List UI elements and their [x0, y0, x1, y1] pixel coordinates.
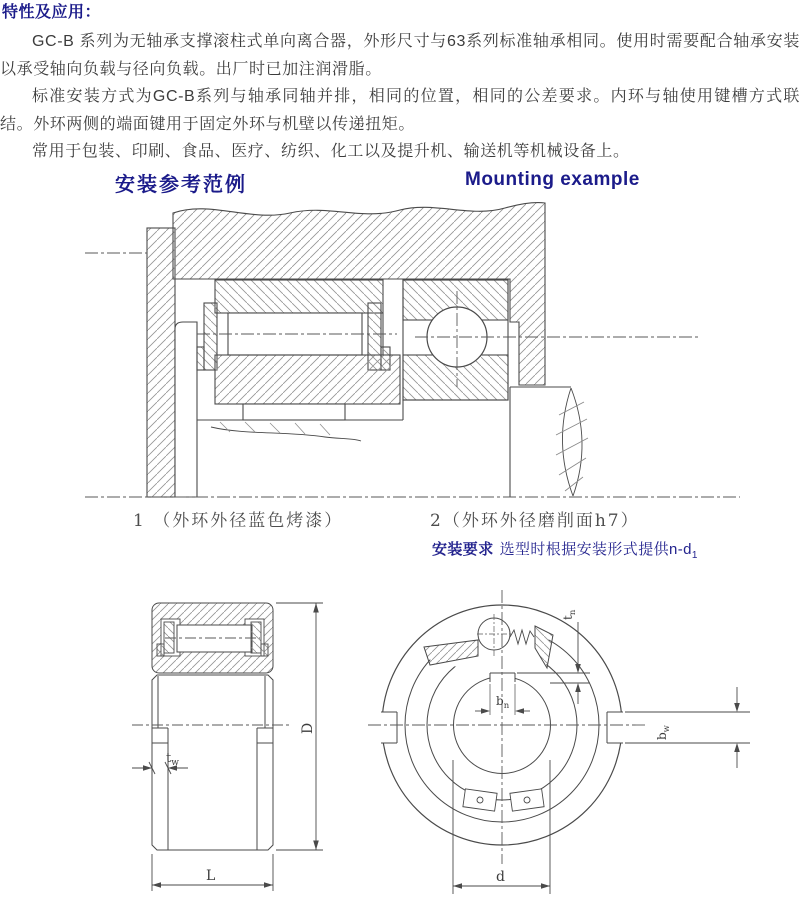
paragraph-2: 标准安装方式为GC-B系列与轴承同轴并排，相同的位置，相同的公差要求。内环与轴使用键槽方式联结。外环两侧的端面键用于固定外环与机壁以传递扭矩。	[0, 88, 800, 133]
dim-bw	[625, 687, 750, 768]
dim-label-L: L	[206, 868, 216, 884]
side-view	[132, 603, 292, 850]
section-title-zh: 安装参考范例	[115, 174, 247, 196]
mounting-requirement	[432, 538, 698, 561]
page-title: 特性及应用：	[2, 4, 102, 21]
dim-label-bn: $b_n$	[496, 694, 510, 711]
dim-label-bw: $b_w$	[655, 725, 672, 740]
dim-label-d: d	[496, 869, 505, 885]
paragraph-3: 常用于包装、印刷、食品、医疗、纺织、化工以及提升机、输送机等机械设备上。	[32, 143, 630, 160]
section-title-en: Mounting example	[465, 169, 640, 190]
front-view	[368, 590, 645, 864]
clutch-mechanism-detail	[424, 618, 553, 668]
requirement-label: 安装要求	[432, 541, 494, 558]
shaft-keyway	[243, 404, 345, 420]
machine-wall	[147, 228, 175, 497]
dim-tw	[132, 762, 188, 774]
shaft-right	[510, 387, 588, 497]
mounting-example-drawing	[85, 195, 745, 510]
dim-label-D: D	[300, 722, 316, 734]
dimension-drawings	[120, 588, 780, 897]
ball-bearing	[403, 280, 508, 400]
dim-bn	[475, 708, 530, 713]
clutch-inner-ring	[215, 355, 400, 404]
dim-label-tn: $t_n$	[561, 609, 578, 620]
clutch-outer-ring	[215, 280, 383, 313]
requirement-text: 选型时根据安装形式提供n-d	[499, 541, 692, 558]
paragraph-1: GC-B 系列为无轴承支撑滚柱式单向离合器，外形尺寸与63系列标准轴承相同。使用时需要配合轴承安装以承受轴向负载与径向负载。出厂时已加注润滑脂。	[0, 33, 800, 78]
dim-label-tw: $t_w$	[166, 751, 179, 768]
requirement-subscript: 1	[691, 550, 698, 561]
callout-outer-ring-ground: 2（外环外径磨削面h7）	[430, 511, 640, 531]
feature-text-block	[0, 0, 800, 166]
callout-outer-ring-painted: 1 （外环外径蓝色烤漆）	[133, 511, 344, 531]
end-plate	[175, 322, 197, 497]
